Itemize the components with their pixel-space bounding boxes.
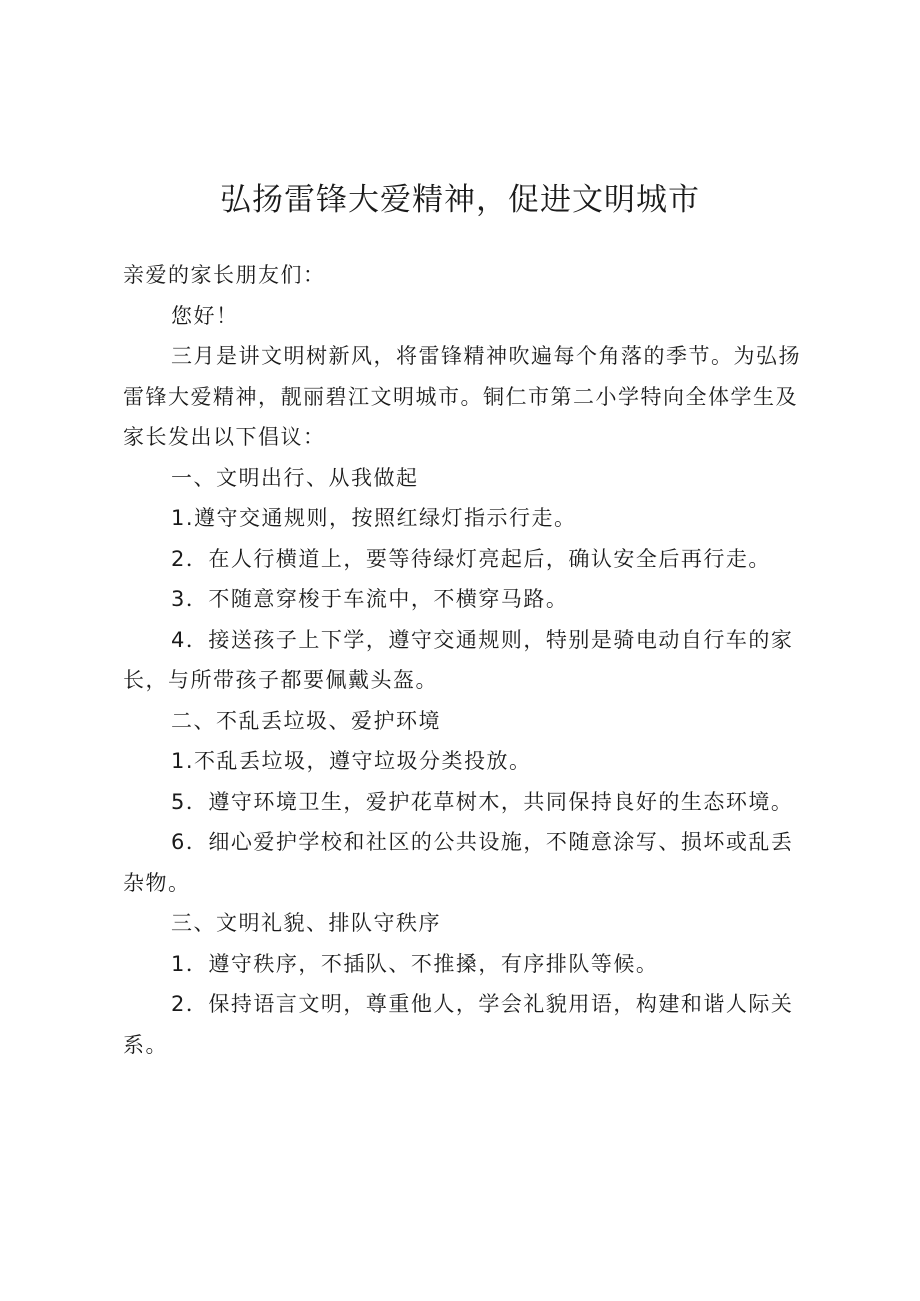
list-item: 3．不随意穿梭于车流中，不横穿马路。	[171, 587, 569, 611]
paragraph: 您好！	[171, 303, 239, 328]
paragraph: 三月是讲文明树新风，将雷锋精神吹遍每个角落的季节。为弘扬雷锋大爱精神，靓丽碧江文明城市。铜仁市第二小学特向全体学生及家长发出以下倡议：	[123, 344, 801, 449]
section-heading: 三、文明礼貌、排队守秩序	[171, 911, 441, 935]
list-item: 1．遵守秩序，不插队、不推搡，有序排队等候。	[171, 951, 659, 976]
section-heading: 二、不乱丢垃圾、爱护环境	[171, 708, 441, 733]
list-item: 1.遵守交通规则，按照红绿灯指示行走。	[171, 506, 577, 530]
list-item: 1.不乱丢垃圾，遵守垃圾分类投放。	[171, 749, 532, 773]
list-item: 4．接送孩子上下学，遵守交通规则，特别是骑电动自行车的家长，与所带孩子都要佩戴头盔。	[123, 627, 794, 692]
list-item: 6．细心爱护学校和社区的公共设施，不随意涂写、损坏或乱丢杂物。	[123, 830, 794, 895]
list-item: 2．保持语言文明，尊重他人，学会礼貌用语，构建和谐人际关系。	[123, 992, 794, 1057]
document-title: 弘扬雷锋大爱精神，促进文明城市	[220, 182, 700, 218]
document-body	[123, 255, 813, 1065]
salutation: 亲爱的家长朋友们：	[123, 263, 326, 287]
list-item: 5．遵守环境卫生，爱护花草树木，共同保持良好的生态环境。	[171, 789, 794, 814]
section-heading: 一、文明出行、从我做起	[171, 465, 419, 490]
list-item: 2．在人行横道上，要等待绿灯亮起后，确认安全后再行走。	[171, 546, 771, 571]
